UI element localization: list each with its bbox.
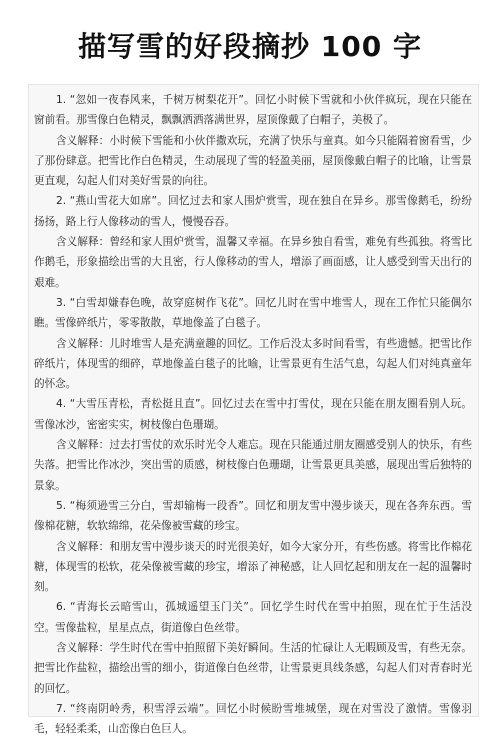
explanation-3: 含义解释：儿时堆雪人是充满童趣的回忆。工作后没太多时间看雪，有些遗憾。把雪比作碎纸片，体现雪的细碎，草地像盖白毯子的比喻，让雪景更有生活气息，勾起人们对纯真童年的怀念。 <box>34 337 472 391</box>
article-content <box>34 90 472 740</box>
excerpt-7: 7. “终南阴岭秀，积雪浮云端”。回忆小时候盼雪堆城堡，现在对雪没了激情。雪像羽毛，轻轻柔柔，山峦像白色巨人。 <box>34 702 472 736</box>
excerpt-6: 6. “青海长云暗雪山，孤城遥望玉门关”。回忆学生时代在雪中拍照，现在忙于生活没空。雪像盐粒，星星点点，街道像白色丝带。 <box>34 601 472 634</box>
explanation-4: 含义解释：过去打雪仗的欢乐时光令人难忘。现在只能通过朋友圈感受别人的快乐，有些失落。把雪比作冰沙，突出雪的质感，树枝像白色珊瑚，让雪景更具美感，展现出雪后独特的景象。 <box>34 439 472 492</box>
explanation-6: 含义解释：学生时代在雪中拍照留下美好瞬间。生活的忙碌让人无暇顾及雪，有些无奈。把雪比作盐粒，描绘出雪的细小，街道像白色丝带，让雪景更具线条感，勾起人们对青春时光的回忆。 <box>34 642 472 695</box>
excerpt-5: 5. “梅须逊雪三分白，雪却输梅一段香”。回忆和朋友雪中漫步谈天，现在各奔东西。雪像棉花糖，软软绵绵，花朵像被雪藏的珍宝。 <box>34 499 472 533</box>
page-title: 描写雪的好段摘抄 100 字 <box>78 30 422 63</box>
excerpt-2: 2. “燕山雪花大如席”。回忆过去和家人围炉赏雪，现在独自在异乡。那雪像鹅毛，纷纷扬扬，路上行人像移动的雪人，慢慢吞吞。 <box>34 195 472 228</box>
explanation-1: 含义解释：小时候下雪能和小伙伴撒欢玩，充满了快乐与童真。如今只能隔着窗看雪，少了那份肆意。把雪比作白色精灵，生动展现了雪的轻盈美丽，屋顶像戴白帽子的比喻，让雪景更直观，勾起人们对美好雪景的向往。 <box>34 134 472 188</box>
title-band <box>0 0 500 84</box>
explanation-2: 含义解释：曾经和家人围炉赏雪，温馨又幸福。在异乡独自看雪，难免有些孤独。将雪比作鹅毛，形象描绘出雪的大且密，行人像移动的雪人，增添了画面感，让人感受到雪天出行的艰难。 <box>34 236 472 289</box>
excerpt-1: 1. “忽如一夜春风来，千树万树梨花开”。回忆小时候下雪就和小伙伴疯玩，现在只能在窗前看。那雪像白色精灵，飘飘洒洒落满世界，屋顶像戴了白帽子，美极了。 <box>34 94 472 127</box>
excerpt-4: 4. “大雪压青松，青松挺且直”。回忆过去在雪中打雪仗，现在只能在朋友圈看别人玩。雪像冰沙，密密实实，树枝像白色珊瑚。 <box>34 398 472 431</box>
explanation-5: 含义解释：和朋友雪中漫步谈天的时光很美好，如今大家分开，有些伤感。将雪比作棉花糖，体现雪的松软，花朵像被雪藏的珍宝，增添了神秘感，让人回忆起和朋友在一起的温馨时刻。 <box>34 540 472 594</box>
excerpt-3: 3. “白雪却嫌春色晚，故穿庭树作飞花”。回忆儿时在雪中堆雪人，现在工作忙只能偶尔瞧。雪像碎纸片，零零散散，草地像盖了白毯子。 <box>34 296 472 330</box>
